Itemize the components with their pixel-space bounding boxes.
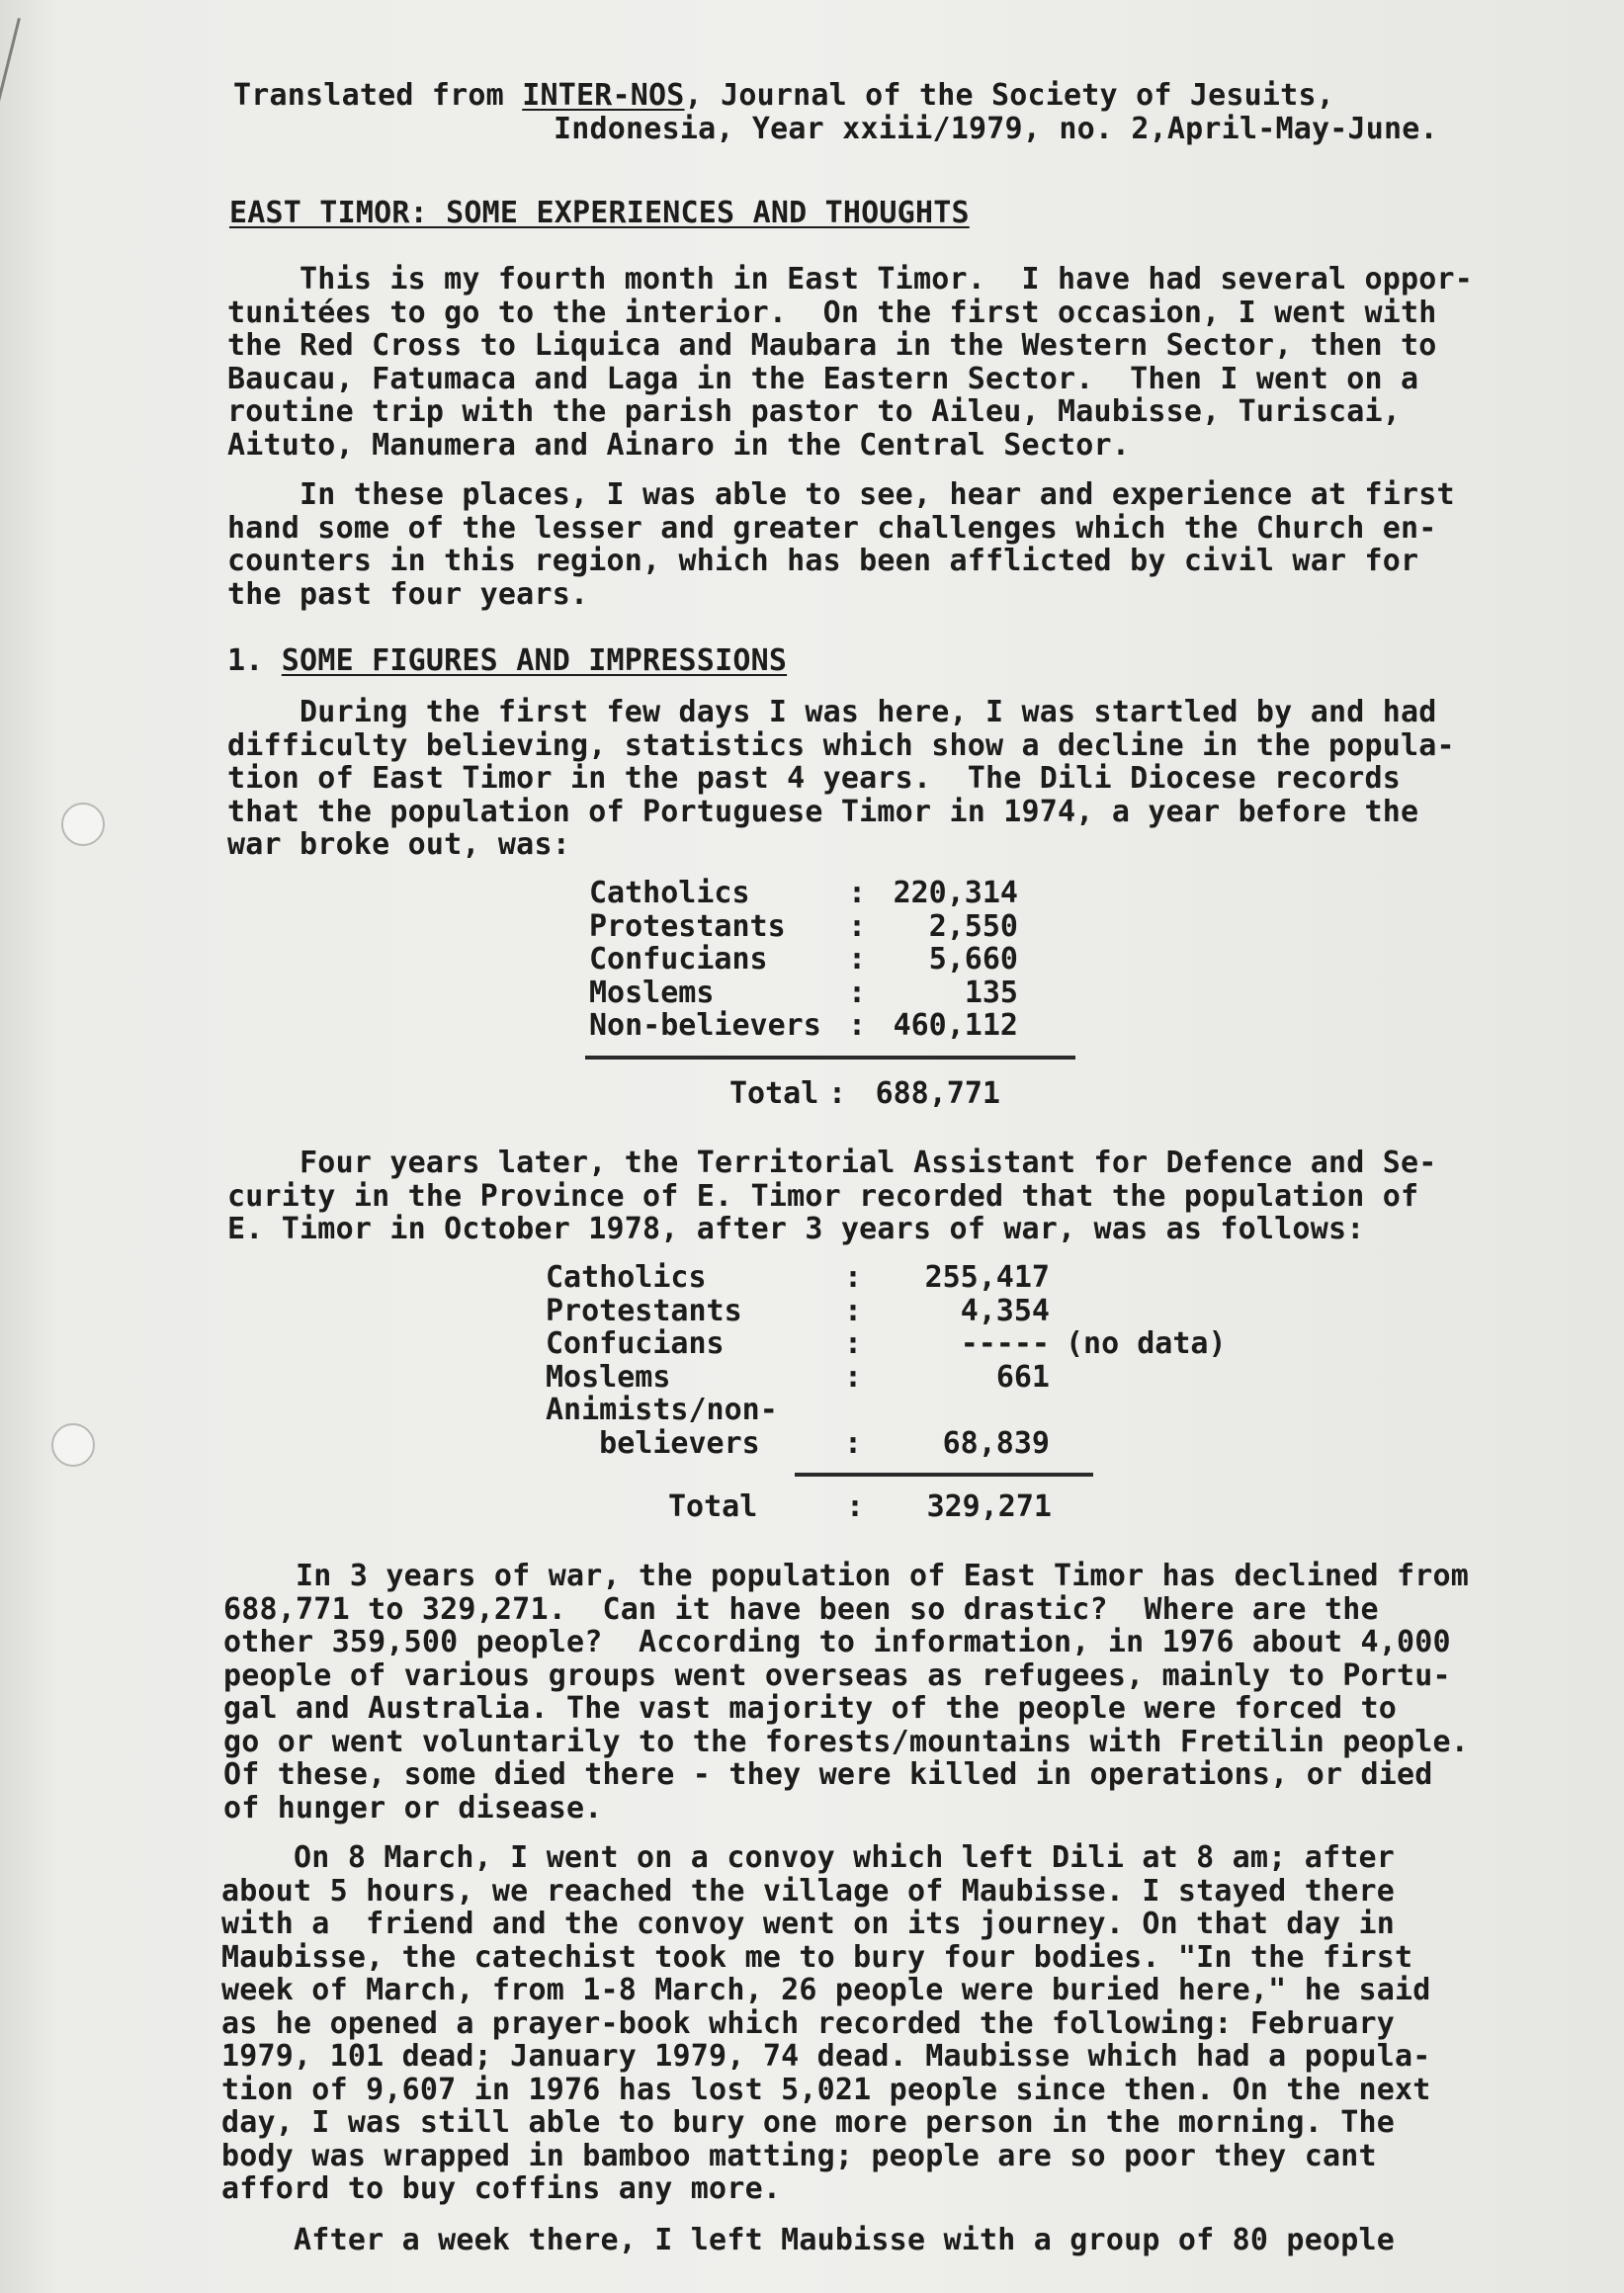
- paragraph-5: [223, 1560, 1469, 1825]
- population-table-1978: [546, 1261, 1227, 1460]
- text-line: about 5 hours, we reached the village of Maubisse. I stayed there: [221, 1873, 1395, 1909]
- text-line: with a friend and the convoy went on its journey. On that day in: [221, 1907, 1395, 1941]
- section-number: 1.: [227, 643, 282, 678]
- total-label: Total: [668, 1489, 758, 1524]
- row-label: Non-believers: [589, 1008, 821, 1043]
- table-row: [589, 910, 1018, 944]
- row-label: Catholics: [546, 1260, 707, 1295]
- text-line: This is my fourth month in East Timor. I have had several oppor-: [227, 262, 1474, 297]
- row-value: 220,314: [893, 876, 1018, 910]
- text-line: that the population of Portuguese Timor in 1974, a year before the: [227, 794, 1419, 829]
- header-prefix: Translated from: [233, 78, 523, 113]
- text-line: During the first few days I was here, I was startled by and had: [227, 695, 1437, 729]
- row-value: 4,354: [960, 1293, 1050, 1328]
- table-row: [729, 1077, 1000, 1111]
- table-row: [546, 1261, 1227, 1295]
- document-title: EAST TIMOR: SOME EXPERIENCES AND THOUGHTS: [229, 196, 970, 230]
- row-separator: :: [844, 1293, 863, 1328]
- text-line: Maubisse, the catechist took me to bury four bodies. "In the first: [221, 1939, 1413, 1975]
- row-value: [901, 1394, 1050, 1427]
- paragraph-3: [227, 696, 1455, 862]
- text-line: afford to buy coffins any more.: [221, 2171, 782, 2206]
- table-row: [668, 1490, 1052, 1524]
- row-label: Confucians: [589, 942, 768, 977]
- text-line: as he opened a prayer-book which recorded the following: February: [221, 2005, 1395, 2041]
- header-suffix: , Journal of the Society of Jesuits,: [684, 78, 1334, 113]
- translation-header: [233, 79, 1334, 113]
- row-value: 5,660: [928, 942, 1018, 977]
- text-line: Four years later, the Territorial Assistant for Defence and Se-: [227, 1146, 1437, 1180]
- row-separator: :: [848, 876, 867, 910]
- row-note: [1050, 1361, 1227, 1395]
- row-note: [1050, 1394, 1227, 1427]
- row-note: [1050, 1295, 1227, 1328]
- text-line: people of various groups went overseas as refugees, mainly to Portu-: [223, 1657, 1451, 1693]
- row-separator: :: [848, 1008, 867, 1043]
- text-line: In 3 years of war, the population of East Timor has declined from: [223, 1559, 1470, 1593]
- text-line: E. Timor in October 1978, after 3 years of war, was as follows:: [227, 1212, 1365, 1246]
- total-separator: :: [846, 1489, 865, 1524]
- total-row-1974: [729, 1077, 1000, 1111]
- table-row: [546, 1327, 1227, 1361]
- text-line: 1979, 101 dead; January 1979, 74 dead. Maubisse which had a popula-: [221, 2039, 1431, 2074]
- row-separator: :: [848, 942, 867, 977]
- text-line: the Red Cross to Liquica and Maubara in the Western Sector, then to: [227, 328, 1437, 363]
- total-separator: :: [828, 1076, 847, 1111]
- row-value: 661: [995, 1359, 1050, 1395]
- text-line: day, I was still able to bury one more person in the morning. The: [221, 2105, 1395, 2140]
- row-value: 460,112: [893, 1008, 1018, 1043]
- row-separator: :: [844, 1260, 863, 1295]
- text-line: counters in this region, which has been afflicted by civil war for: [227, 544, 1419, 578]
- section-heading: [227, 644, 787, 678]
- paragraph-2: [227, 478, 1455, 611]
- row-label: believers: [546, 1425, 760, 1461]
- text-line: After a week there, I left Maubisse with a group of 80 people: [221, 2223, 1395, 2257]
- text-line: gal and Australia. The vast majority of the people were forced to: [223, 1691, 1397, 1726]
- row-separator: :: [844, 1326, 863, 1361]
- text-line: body was wrapped in bamboo matting; people are so poor they cant: [221, 2138, 1377, 2173]
- row-note: (no data): [1066, 1326, 1227, 1361]
- text-line: go or went voluntarily to the forests/mountains with Fretilin people.: [223, 1724, 1470, 1759]
- paragraph-7: [221, 2224, 1395, 2257]
- section-title: SOME FIGURES AND IMPRESSIONS: [281, 643, 788, 678]
- row-label: Protestants: [589, 908, 786, 944]
- table-row: [546, 1361, 1227, 1395]
- text-line: curity in the Province of E. Timor recorded that the population of: [227, 1178, 1419, 1214]
- text-line: tunitées to go to the interior. On the first occasion, I went with: [227, 295, 1437, 330]
- header-line-2: Indonesia, Year xxiii/1979, no. 2,April-May-June.: [554, 112, 1438, 146]
- text-line: other 359,500 people? According to information, in 1976 about 4,000: [223, 1625, 1451, 1659]
- row-label: Protestants: [546, 1293, 742, 1328]
- total-rule-1978: [795, 1473, 1093, 1477]
- text-line: hand some of the lesser and greater challenges which the Church en-: [227, 510, 1437, 546]
- punch-hole-top: [61, 803, 105, 846]
- paragraph-6: [221, 1841, 1431, 2206]
- text-line: of hunger or disease.: [223, 1790, 603, 1826]
- text-line: Of these, some died there - they were killed in operations, or died: [223, 1757, 1433, 1792]
- text-line: Baucau, Fatumaca and Laga in the Eastern Sector. Then I went on a: [227, 361, 1419, 396]
- text-line: On 8 March, I went on a convoy which left Dili at 8 am; after: [221, 1840, 1395, 1875]
- table-row: [546, 1427, 1227, 1461]
- total-value: 329,271: [926, 1489, 1052, 1524]
- paragraph-1: [227, 263, 1473, 462]
- text-line: routine trip with the parish pastor to Aileu, Maubisse, Turiscai,: [227, 394, 1401, 429]
- row-note: [1050, 1427, 1227, 1461]
- header-source: INTER-NOS: [522, 78, 685, 113]
- row-value: 255,417: [924, 1260, 1050, 1295]
- punch-hole-bottom: [51, 1423, 95, 1467]
- table-row: [546, 1394, 1227, 1427]
- table-row: [589, 1009, 1018, 1043]
- table-row: [546, 1295, 1227, 1328]
- total-label: Total: [729, 1076, 819, 1111]
- row-separator: [844, 1394, 901, 1427]
- text-line: the past four years.: [227, 576, 589, 612]
- total-rule-1974: [585, 1056, 1075, 1060]
- text-line: tion of East Timor in the past 4 years. The Dili Diocese records: [227, 761, 1401, 796]
- pencil-mark: [0, 18, 21, 103]
- table-row: [589, 943, 1018, 977]
- row-value: -----: [960, 1326, 1050, 1361]
- row-label: Moslems: [546, 1359, 671, 1395]
- row-label: Confucians: [546, 1326, 725, 1361]
- text-line: tion of 9,607 in 1976 has lost 5,021 people since then. On the next: [221, 2072, 1431, 2107]
- row-separator: :: [848, 908, 867, 944]
- row-label: Animists/non-: [546, 1393, 778, 1427]
- text-line: difficulty believing, statistics which show a decline in the popula-: [227, 727, 1455, 763]
- total-value: 688,771: [875, 1076, 1000, 1111]
- population-table-1974: [589, 877, 1018, 1043]
- text-line: week of March, from 1-8 March, 26 people were buried here," he said: [221, 1973, 1431, 2007]
- table-row: [589, 877, 1018, 910]
- row-label: Catholics: [589, 876, 750, 910]
- row-value: 2,550: [928, 908, 1018, 944]
- paragraph-4: [227, 1146, 1437, 1246]
- row-separator: :: [844, 1425, 863, 1461]
- row-value: 68,839: [942, 1425, 1050, 1461]
- row-separator: :: [844, 1359, 863, 1395]
- total-row-1978: [668, 1490, 1052, 1524]
- text-line: Aituto, Manumera and Ainaro in the Central Sector.: [227, 427, 1131, 463]
- row-note: [1050, 1261, 1227, 1295]
- table-row: [589, 977, 1018, 1010]
- text-line: 688,771 to 329,271. Can it have been so drastic? Where are the: [223, 1591, 1379, 1627]
- row-value: 135: [964, 975, 1018, 1010]
- row-separator: :: [848, 975, 867, 1010]
- row-label: Moslems: [589, 975, 715, 1010]
- text-line: In these places, I was able to see, hear and experience at first: [227, 477, 1455, 512]
- text-line: war broke out, was:: [227, 827, 570, 862]
